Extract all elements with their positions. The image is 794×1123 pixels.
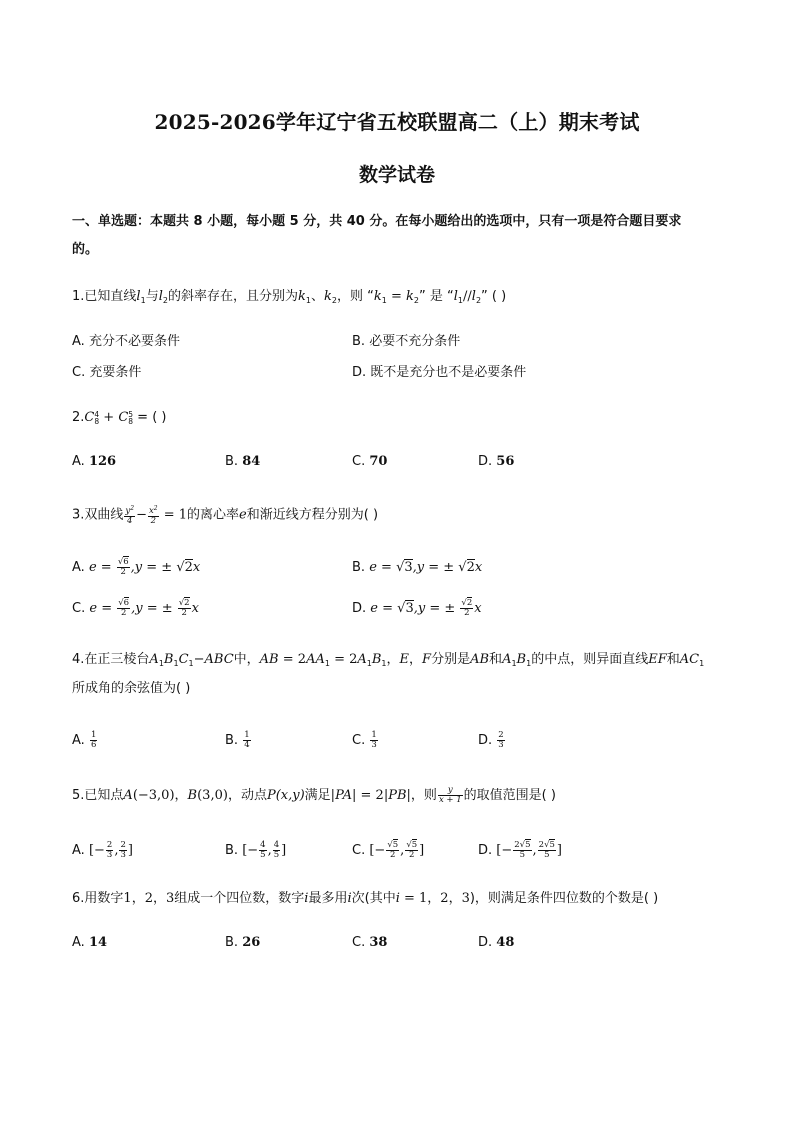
question-text: 分别是 — [431, 652, 471, 667]
section-heading: 一、单选题：本题共 8 小题，每小题 5 分，共 40 分。在每小题给出的选项中，只有一项是符合题目要求 — [72, 214, 682, 229]
option-b[interactable]: B. [− $\frac{4}{5}$ , $\frac{4}{5}$ ] — [225, 840, 287, 860]
option-label: D. — [478, 454, 493, 469]
option-label: C. — [72, 365, 86, 380]
question-text: 、 — [310, 289, 324, 304]
option-d[interactable]: D. [− $\frac{2√5}{5}$ , $\frac{2√5}{5}$ ] — [478, 840, 562, 860]
fraction-numerator: 1 — [90, 730, 97, 740]
question-text: )，则满足条件四位数的个数是( ) — [469, 891, 659, 906]
option-label: C. — [352, 935, 366, 950]
question-text: 已知点 — [84, 788, 124, 803]
option-text: 既不是充分也不是必要条件 — [370, 365, 527, 380]
question-number: 5. — [72, 788, 85, 803]
question-text: ” 是 “ — [418, 289, 454, 304]
question-6: 6.用数字1，2，3组成一个四位数，数字i最多用i次(其中i = 1，2，3)，则满足条件四位数的个数是( ) — [72, 891, 659, 906]
option-label: B. — [225, 935, 239, 950]
option-d[interactable]: D. e = √3,y = ± $\frac{√2}{2}$ x — [352, 598, 482, 618]
option-text: 38 — [369, 935, 388, 950]
question-text: 用数字 — [84, 891, 124, 906]
option-b[interactable] — [225, 731, 252, 751]
question-number: 2. — [72, 410, 85, 425]
option-text: 必要不充分条件 — [369, 334, 461, 349]
question-number: 1. — [72, 289, 85, 304]
question-text: = ( ) — [133, 410, 167, 425]
option-text: 26 — [242, 935, 261, 950]
question-number: 3. — [72, 507, 85, 523]
page-subtitle: 数学试卷 — [358, 164, 435, 186]
question-text: 双曲线 — [84, 507, 124, 523]
option-label: D. — [478, 935, 493, 950]
option-text: 56 — [496, 454, 515, 469]
option-a[interactable]: A. [− $\frac{2}{3}$ , $\frac{2}{3}$ ] — [72, 840, 133, 860]
question-text: 的离心率 — [187, 507, 240, 523]
option-d[interactable] — [478, 731, 506, 751]
fraction-numerator: 1 — [371, 730, 377, 740]
option-label: A. — [72, 334, 85, 349]
question-text: ，则 — [410, 788, 437, 803]
option-b[interactable]: B. e = √3,y = ± √2x — [352, 560, 483, 575]
option-a[interactable] — [72, 933, 107, 953]
option-b[interactable] — [352, 332, 460, 352]
question-3: 3.双曲线 $\frac{y^2}{4}$ − $\frac{x^2}{2}$ = 1的离心率e和渐近线方程分别为( ) — [72, 505, 379, 526]
question-text: 中， — [233, 652, 260, 667]
question-text: 和 — [489, 652, 503, 667]
option-text: 70 — [369, 454, 388, 469]
option-label: D. — [352, 365, 367, 380]
option-c[interactable] — [72, 363, 141, 383]
option-label: D. — [352, 601, 367, 616]
option-label: A. — [72, 733, 85, 748]
option-label: A. — [72, 454, 85, 469]
option-b[interactable] — [225, 933, 260, 953]
option-label: C. — [352, 733, 366, 748]
option-label: C. — [72, 601, 86, 616]
fraction-denominator: 4 — [244, 740, 250, 750]
page-title: 2025-2026学年辽宁省五校联盟高二（上）期末考试 — [154, 110, 640, 134]
question-text: 满足 — [304, 788, 331, 803]
option-text: 14 — [88, 935, 108, 950]
option-label: D. — [478, 843, 493, 858]
option-a[interactable] — [72, 731, 98, 751]
question-text: ，动点 — [227, 788, 267, 803]
option-label: B. — [225, 733, 239, 748]
option-label: A. — [72, 843, 85, 858]
option-a[interactable] — [72, 332, 180, 352]
option-text: 48 — [496, 935, 515, 950]
option-label: B. — [225, 454, 239, 469]
fraction-denominator: 3 — [498, 740, 504, 750]
fraction-denominator: 6 — [90, 740, 97, 750]
question-4-cont: 所成角的余弦值为( ) — [72, 681, 191, 696]
option-text: 充分不必要条件 — [88, 334, 180, 349]
option-a[interactable] — [72, 452, 116, 472]
option-label: A. — [72, 935, 85, 950]
option-label: B. — [352, 560, 366, 575]
option-label: C. — [352, 454, 366, 469]
question-number: 4. — [72, 652, 85, 667]
question-text: 的取值范围是( ) — [463, 788, 556, 803]
option-d[interactable] — [352, 363, 526, 383]
fraction-numerator: 1 — [244, 730, 250, 740]
option-text: 126 — [88, 454, 117, 469]
question-text: ， — [386, 652, 400, 667]
fraction: $\frac{x^2}{2}$ — [148, 505, 158, 526]
question-1: 1.已知直线$l_1$与$l_2$的斜率存在，且分别为$k_1$、$k_2$，则 “$k_1 = k_2$” 是 “$l_1//l_2$” ( ) — [72, 289, 507, 305]
question-text: 组成一个四位数，数字 — [174, 891, 305, 906]
fraction-numerator: 2 — [498, 730, 504, 740]
question-number: 6. — [72, 891, 85, 906]
option-c[interactable] — [352, 452, 387, 472]
option-b[interactable] — [225, 452, 260, 472]
fraction-denominator: 3 — [371, 740, 377, 750]
question-text: ” ( ) — [481, 289, 507, 304]
option-label: B. — [352, 334, 366, 349]
option-c[interactable]: C. e = $\frac{√6}{2}$ ,y = ± $\frac{√2}{2}$ x — [72, 598, 199, 618]
question-text: 的斜率存在，且分别为 — [167, 289, 298, 304]
question-text: 次(其中 — [351, 891, 396, 906]
question-2: 2.C 4 8 + C 5 8 = ( ) — [72, 409, 167, 426]
option-label: C. — [352, 843, 366, 858]
question-4: 4.在正三棱台$A_1B_1C_1-ABC$中，AB = $2AA_1 = 2A_1B_1$，E，F分别是AB和$A_1B_1$的中点，则异面直线EF和$AC_1$ — [72, 652, 705, 668]
question-text: 已知直线 — [84, 289, 137, 304]
question-text: 的中点，则异面直线 — [531, 652, 649, 667]
question-text: 和 — [666, 652, 680, 667]
option-a[interactable]: A. e = $\frac{√6}{2}$ ,y = ± √2x — [72, 557, 201, 577]
fraction: $\frac{y^2}{4}$ — [125, 505, 135, 526]
question-text: 在正三棱台 — [84, 652, 150, 667]
option-label: D. — [478, 733, 493, 748]
fraction: $\frac{y}{x + 1}$ — [438, 785, 462, 805]
question-text: 与 — [145, 289, 159, 304]
question-text: ， — [174, 788, 188, 803]
option-d[interactable] — [478, 452, 514, 472]
question-text: 和渐近线方程分别为( ) — [246, 507, 379, 523]
option-text: 84 — [242, 454, 261, 469]
question-text: 最多用 — [308, 891, 348, 906]
option-text: 充要条件 — [89, 365, 142, 380]
option-d[interactable] — [478, 933, 514, 953]
option-label: B. — [225, 843, 239, 858]
option-c[interactable] — [352, 933, 387, 953]
option-label: A. — [72, 560, 85, 575]
section-heading-cont: 的。 — [72, 242, 99, 257]
question-text: ，则 “ — [336, 289, 374, 304]
option-c[interactable]: C. [− $\frac{√5}{2}$ , $\frac{√5}{2}$ ] — [352, 840, 425, 860]
option-c[interactable] — [352, 731, 379, 751]
question-5: 5.已知点A(−3,0)，B(3,0)，动点P(x,y)满足|PA| = 2|PB|，则 $\frac{y}{x + 1}$ 的取值范围是( ) — [72, 785, 556, 805]
